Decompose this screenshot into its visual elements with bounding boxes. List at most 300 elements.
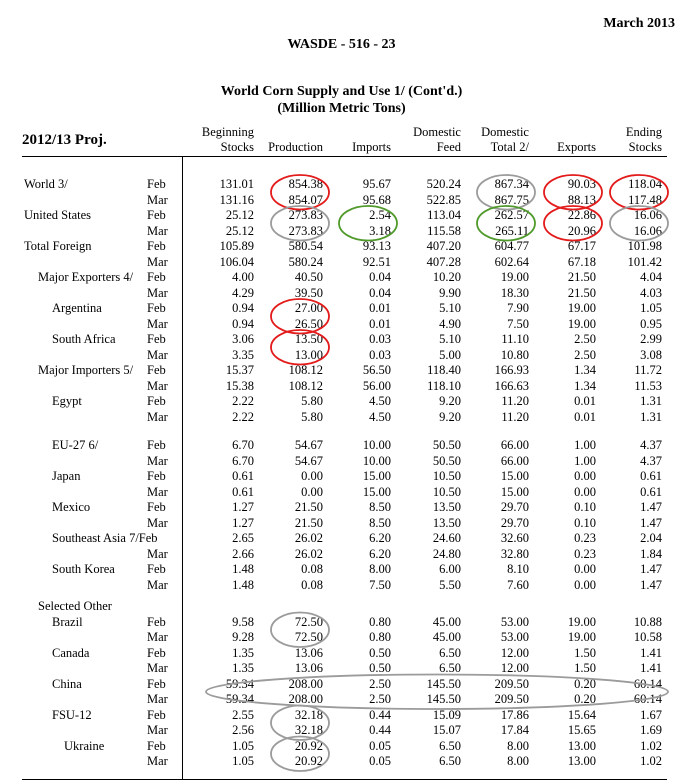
row-label: World 3/ — [24, 177, 68, 191]
table-cell: 10.50 — [432, 469, 461, 483]
row-month: Feb — [147, 738, 166, 753]
row-month: Feb — [147, 177, 166, 191]
row-month: Feb — [147, 469, 166, 483]
row-month: Feb — [147, 239, 166, 253]
table-cell: 66.00 — [500, 438, 529, 452]
table-cell: 13.00 — [567, 754, 596, 768]
table-row — [0, 578, 683, 594]
table-cell: 13.50 — [294, 332, 323, 346]
table-cell: 19.00 — [567, 614, 596, 629]
table-cell: 17.86 — [500, 707, 529, 722]
table-cell: 67.18 — [567, 254, 596, 269]
table-cell: 0.00 — [574, 484, 596, 499]
column-header-line1: Beginning — [201, 125, 254, 139]
table-cell: 273.83 — [288, 223, 323, 238]
row-label: Ukraine — [64, 738, 105, 753]
table-cell: 1.48 — [232, 562, 254, 576]
row-month: Mar — [147, 285, 168, 300]
table-cell: 604.77 — [494, 239, 529, 253]
row-label: Argentina — [52, 301, 102, 315]
column-header-line1: Domestic — [413, 125, 461, 139]
table-cell: 0.50 — [369, 661, 391, 675]
table-cell: 0.61 — [640, 469, 662, 483]
table-cell: 4.29 — [232, 285, 254, 300]
table-cell: 8.10 — [507, 562, 529, 576]
table-cell: 1.00 — [574, 438, 596, 452]
table-cell: 5.10 — [439, 301, 461, 315]
table-row — [0, 562, 683, 578]
row-month: Feb — [147, 394, 166, 408]
table-row — [0, 454, 683, 470]
table-cell: 21.50 — [294, 515, 323, 530]
table-cell: 1.47 — [640, 577, 662, 592]
row-label: South Korea — [52, 562, 115, 576]
row-month: Feb — [147, 562, 166, 576]
table-cell: 1.67 — [640, 707, 662, 722]
table-cell: 15.64 — [567, 707, 596, 722]
table-cell: 8.50 — [369, 500, 391, 514]
table-cell: 6.00 — [439, 562, 461, 576]
table-cell: 209.50 — [494, 692, 529, 706]
table-cell: 0.10 — [574, 515, 596, 530]
table-cell: 0.44 — [369, 707, 391, 722]
table-cell: 208.00 — [288, 676, 323, 691]
table-cell: 108.12 — [288, 378, 323, 393]
column-header-line2: Total 2/ — [490, 139, 529, 154]
table-cell: 26.50 — [294, 316, 323, 331]
table-cell: 1.35 — [232, 661, 254, 675]
table-row — [0, 394, 683, 410]
table-cell: 3.06 — [232, 332, 254, 346]
row-month: Feb — [147, 500, 166, 514]
table-cell: 118.04 — [628, 177, 662, 191]
row-month: Feb — [147, 707, 166, 722]
table-cell: 145.50 — [426, 692, 461, 706]
table-cell: 25.12 — [225, 223, 254, 238]
table-row — [0, 547, 683, 563]
table-cell: 0.00 — [301, 484, 323, 499]
row-month: Mar — [147, 754, 168, 768]
table-cell: 118.10 — [427, 378, 461, 393]
table-row — [0, 630, 683, 646]
table-cell: 6.50 — [439, 754, 461, 768]
table-cell: 1.47 — [640, 562, 662, 576]
row-month: Mar — [147, 484, 168, 499]
column-header-line1: Domestic — [481, 125, 529, 139]
table-cell: 0.03 — [369, 332, 391, 346]
table-cell: 101.42 — [627, 254, 662, 269]
table-cell: 29.70 — [500, 515, 529, 530]
table-cell: 2.22 — [232, 409, 254, 424]
table-cell: 60.14 — [633, 692, 662, 706]
table-cell: 117.48 — [628, 192, 662, 207]
column-header-line2: Stocks — [220, 139, 254, 154]
table-row — [0, 599, 683, 615]
table-cell: 867.75 — [494, 192, 529, 207]
table-cell: 21.50 — [567, 285, 596, 300]
table-cell: 4.04 — [640, 270, 662, 284]
row-month: Feb — [147, 208, 166, 222]
table-cell: 15.09 — [432, 707, 461, 722]
table-cell: 32.60 — [500, 531, 529, 545]
table-cell: 3.18 — [369, 223, 391, 238]
table-cell: 580.24 — [288, 254, 323, 269]
table-cell: 2.22 — [232, 394, 254, 408]
table-row — [0, 438, 683, 454]
table-cell: 50.50 — [432, 438, 461, 452]
table-cell: 0.01 — [369, 316, 391, 331]
table-cell: 118.40 — [427, 363, 461, 377]
table-cell: 90.03 — [567, 177, 596, 191]
table-cell: 13.00 — [294, 347, 323, 362]
table-cell: 22.86 — [567, 208, 596, 222]
row-month: Feb — [147, 301, 166, 315]
table-cell: 4.03 — [640, 285, 662, 300]
table-cell: 19.00 — [500, 270, 529, 284]
table-cell: 1.47 — [640, 500, 662, 514]
table-cell: 0.04 — [369, 285, 391, 300]
table-cell: 0.05 — [369, 754, 391, 768]
table-cell: 1.50 — [574, 645, 596, 660]
table-cell: 145.50 — [426, 676, 461, 691]
table-cell: 53.00 — [500, 614, 529, 629]
row-month: Mar — [147, 409, 168, 424]
table-cell: 66.00 — [500, 453, 529, 468]
table-cell: 32.18 — [294, 707, 323, 722]
table-cell: 3.35 — [232, 347, 254, 362]
row-month: Mar — [147, 692, 168, 706]
table-cell: 8.50 — [369, 515, 391, 530]
table-cell: 407.28 — [426, 254, 461, 269]
table-cell: 2.66 — [232, 546, 254, 561]
table-row — [0, 646, 683, 662]
table-cell: 67.17 — [567, 239, 596, 253]
table-cell: 6.50 — [439, 738, 461, 753]
table-row — [0, 661, 683, 677]
row-month: Feb — [147, 363, 166, 377]
table-cell: 209.50 — [494, 676, 529, 691]
table-cell: 101.98 — [627, 239, 662, 253]
table-cell: 6.50 — [439, 661, 461, 675]
table-cell: 0.01 — [574, 409, 596, 424]
table-cell: 0.01 — [574, 394, 596, 408]
row-label: EU-27 6/ — [52, 438, 99, 452]
table-cell: 21.50 — [567, 270, 596, 284]
table-cell: 9.58 — [232, 614, 254, 629]
table-row — [0, 410, 683, 426]
table-cell: 2.65 — [232, 531, 254, 545]
table-row — [0, 286, 683, 302]
table-cell: 32.80 — [500, 546, 529, 561]
table-cell: 0.94 — [232, 301, 254, 315]
table-cell: 0.00 — [301, 469, 323, 483]
table-cell: 854.38 — [288, 177, 323, 191]
table-cell: 26.02 — [294, 531, 323, 545]
table-title-units: (Million Metric Tons) — [277, 101, 406, 116]
table-cell: 40.50 — [294, 270, 323, 284]
table-cell: 60.14 — [633, 676, 662, 691]
column-header-line1: Ending — [625, 125, 662, 139]
table-cell: 56.00 — [362, 378, 391, 393]
table-cell: 21.50 — [294, 500, 323, 514]
table-cell: 50.50 — [432, 453, 461, 468]
table-cell: 1.84 — [640, 546, 662, 561]
table-cell: 0.80 — [369, 630, 391, 644]
table-cell: 1.41 — [640, 645, 662, 660]
table-cell: 95.68 — [362, 192, 391, 207]
table-row — [0, 363, 683, 379]
row-month: Mar — [147, 723, 168, 737]
table-cell: 0.20 — [574, 692, 596, 706]
row-label: China — [52, 676, 82, 691]
row-month: Mar — [147, 378, 168, 393]
table-cell: 15.00 — [500, 469, 529, 483]
report-id: WASDE - 516 - 23 — [287, 37, 396, 52]
table-cell: 92.51 — [362, 254, 391, 269]
table-cell: 0.00 — [574, 469, 596, 483]
table-cell: 2.04 — [640, 531, 662, 545]
table-row — [0, 708, 683, 724]
table-cell: 0.04 — [369, 270, 391, 284]
table-cell: 2.50 — [369, 692, 391, 706]
table-row — [0, 177, 683, 193]
table-cell: 1.05 — [640, 301, 662, 315]
table-cell: 16.06 — [633, 208, 662, 222]
table-cell: 1.41 — [640, 661, 662, 675]
table-row — [0, 723, 683, 739]
table-cell: 4.37 — [640, 438, 662, 452]
table-cell: 8.00 — [369, 562, 391, 576]
table-cell: 72.50 — [294, 630, 323, 644]
table-row — [0, 500, 683, 516]
table-cell: 2.50 — [574, 347, 596, 362]
table-cell: 0.08 — [301, 562, 323, 576]
column-header-line2: Exports — [557, 139, 596, 154]
table-cell: 32.18 — [294, 723, 323, 737]
table-cell: 95.67 — [362, 177, 391, 191]
table-cell: 6.50 — [439, 645, 461, 660]
table-cell: 10.80 — [500, 347, 529, 362]
table-cell: 13.50 — [432, 515, 461, 530]
table-cell: 1.05 — [232, 738, 254, 753]
row-label: Canada — [52, 645, 90, 660]
table-cell: 2.56 — [232, 723, 254, 737]
table-cell: 6.20 — [369, 531, 391, 545]
table-cell: 0.61 — [232, 469, 254, 483]
table-cell: 0.80 — [369, 614, 391, 629]
row-label: United States — [24, 208, 92, 222]
table-row — [0, 754, 683, 770]
table-cell: 17.84 — [500, 723, 529, 737]
row-label: Japan — [52, 469, 81, 483]
table-cell: 2.50 — [574, 332, 596, 346]
table-cell: 11.20 — [501, 394, 529, 408]
row-month: Feb — [147, 645, 166, 660]
table-cell: 45.00 — [432, 614, 461, 629]
table-cell: 13.06 — [294, 661, 323, 675]
table-cell: 0.00 — [574, 577, 596, 592]
table-cell: 19.00 — [567, 316, 596, 331]
table-cell: 53.00 — [500, 630, 529, 644]
table-cell: 9.28 — [232, 630, 254, 644]
table-cell: 1.02 — [640, 738, 662, 753]
table-row — [0, 692, 683, 708]
table-row — [0, 255, 683, 271]
table-cell: 88.13 — [567, 192, 596, 207]
table-cell: 15.38 — [225, 378, 254, 393]
table-cell: 5.10 — [439, 332, 461, 346]
table-cell: 5.00 — [439, 347, 461, 362]
table-cell: 115.58 — [427, 223, 461, 238]
table-cell: 5.50 — [439, 577, 461, 592]
table-cell: 9.20 — [439, 394, 461, 408]
table-cell: 11.72 — [634, 363, 662, 377]
table-cell: 2.50 — [369, 676, 391, 691]
table-cell: 113.04 — [427, 208, 461, 222]
table-row — [0, 379, 683, 395]
table-cell: 11.10 — [501, 332, 529, 346]
table-cell: 0.01 — [369, 301, 391, 315]
table-cell: 1.47 — [640, 515, 662, 530]
table-cell: 854.07 — [288, 192, 323, 207]
table-cell: 20.92 — [294, 738, 323, 753]
row-month: Mar — [147, 316, 168, 331]
row-month: Mar — [147, 630, 168, 644]
table-cell: 106.04 — [219, 254, 254, 269]
table-cell: 19.00 — [567, 630, 596, 644]
table-cell: 1.34 — [574, 363, 596, 377]
table-cell: 10.00 — [362, 453, 391, 468]
table-row — [0, 239, 683, 255]
table-row — [0, 677, 683, 693]
table-row — [0, 348, 683, 364]
table-cell: 59.34 — [225, 692, 254, 706]
row-month: Feb — [147, 332, 166, 346]
table-cell: 6.20 — [369, 546, 391, 561]
table-cell: 7.60 — [507, 577, 529, 592]
table-cell: 12.00 — [500, 645, 529, 660]
table-cell: 1.50 — [574, 661, 596, 675]
table-cell: 13.00 — [567, 738, 596, 753]
column-header-line2: Production — [268, 139, 323, 154]
table-row — [0, 485, 683, 501]
table-cell: 5.80 — [301, 409, 323, 424]
table-cell: 54.67 — [294, 438, 323, 452]
table-cell: 59.34 — [225, 676, 254, 691]
table-row — [0, 615, 683, 631]
table-cell: 867.34 — [494, 177, 529, 191]
table-cell: 166.63 — [494, 378, 529, 393]
table-cell: 580.54 — [288, 239, 323, 253]
table-cell: 522.85 — [426, 192, 461, 207]
table-cell: 1.27 — [232, 500, 254, 514]
table-cell: 2.99 — [640, 332, 662, 346]
table-row — [0, 531, 683, 547]
row-label: FSU-12 — [52, 707, 92, 722]
row-label: Selected Other — [38, 599, 112, 613]
table-cell: 0.44 — [369, 723, 391, 737]
table-cell: 0.08 — [301, 577, 323, 592]
row-month: Mar — [147, 254, 168, 269]
table-row — [0, 301, 683, 317]
row-label: Southeast Asia 7/Feb — [52, 531, 158, 545]
table-cell: 7.50 — [507, 316, 529, 331]
table-cell: 166.93 — [494, 363, 529, 377]
table-cell: 1.69 — [640, 723, 662, 737]
row-label: Brazil — [52, 614, 83, 629]
table-cell: 15.65 — [567, 723, 596, 737]
row-label: Total Foreign — [24, 239, 92, 253]
table-cell: 29.70 — [500, 500, 529, 514]
table-cell: 9.90 — [439, 285, 461, 300]
table-cell: 27.00 — [294, 301, 323, 315]
row-label: South Africa — [52, 332, 116, 346]
table-cell: 10.50 — [432, 484, 461, 499]
table-cell: 1.05 — [232, 754, 254, 768]
table-cell: 5.80 — [301, 394, 323, 408]
table-cell: 1.31 — [640, 409, 662, 424]
row-month: Mar — [147, 347, 168, 362]
table-cell: 13.50 — [432, 500, 461, 514]
table-cell: 0.03 — [369, 347, 391, 362]
table-cell: 45.00 — [432, 630, 461, 644]
table-cell: 131.16 — [219, 192, 254, 207]
table-cell: 0.95 — [640, 316, 662, 331]
report-date: March 2013 — [603, 16, 675, 31]
table-cell: 0.23 — [574, 546, 596, 561]
table-cell: 0.50 — [369, 645, 391, 660]
row-month: Mar — [147, 577, 168, 592]
table-cell: 520.24 — [426, 177, 461, 191]
table-cell: 24.80 — [432, 546, 461, 561]
table-cell: 6.70 — [232, 438, 254, 452]
table-row — [0, 224, 683, 240]
table-cell: 273.83 — [288, 208, 323, 222]
table-cell: 4.90 — [439, 316, 461, 331]
table-cell: 72.50 — [294, 614, 323, 629]
table-title-line1: World Corn Supply and Use 1/ (Cont'd.) — [220, 84, 463, 99]
table-cell: 0.20 — [574, 676, 596, 691]
row-month: Mar — [147, 515, 168, 530]
table-cell: 18.30 — [500, 285, 529, 300]
table-cell: 1.35 — [232, 645, 254, 660]
table-cell: 4.00 — [232, 270, 254, 284]
table-cell: 13.06 — [294, 645, 323, 660]
row-month: Mar — [147, 453, 168, 468]
table-cell: 0.23 — [574, 531, 596, 545]
table-cell: 56.50 — [362, 363, 391, 377]
table-cell: 2.54 — [369, 208, 391, 222]
table-row — [0, 317, 683, 333]
table-cell: 262.57 — [494, 208, 529, 222]
table-cell: 10.88 — [633, 614, 662, 629]
table-cell: 15.00 — [362, 484, 391, 499]
table-cell: 0.94 — [232, 316, 254, 331]
table-cell: 9.20 — [439, 409, 461, 424]
row-month: Feb — [147, 614, 166, 629]
table-cell: 0.05 — [369, 738, 391, 753]
table-cell: 16.06 — [633, 223, 662, 238]
row-month: Mar — [147, 192, 168, 207]
table-cell: 7.90 — [507, 301, 529, 315]
table-cell: 0.61 — [640, 484, 662, 499]
table-cell: 15.07 — [432, 723, 461, 737]
projection-label: 2012/13 Proj. — [22, 132, 107, 148]
row-label: Egypt — [52, 394, 82, 408]
table-cell: 1.34 — [574, 378, 596, 393]
table-row — [0, 332, 683, 348]
table-cell: 25.12 — [225, 208, 254, 222]
